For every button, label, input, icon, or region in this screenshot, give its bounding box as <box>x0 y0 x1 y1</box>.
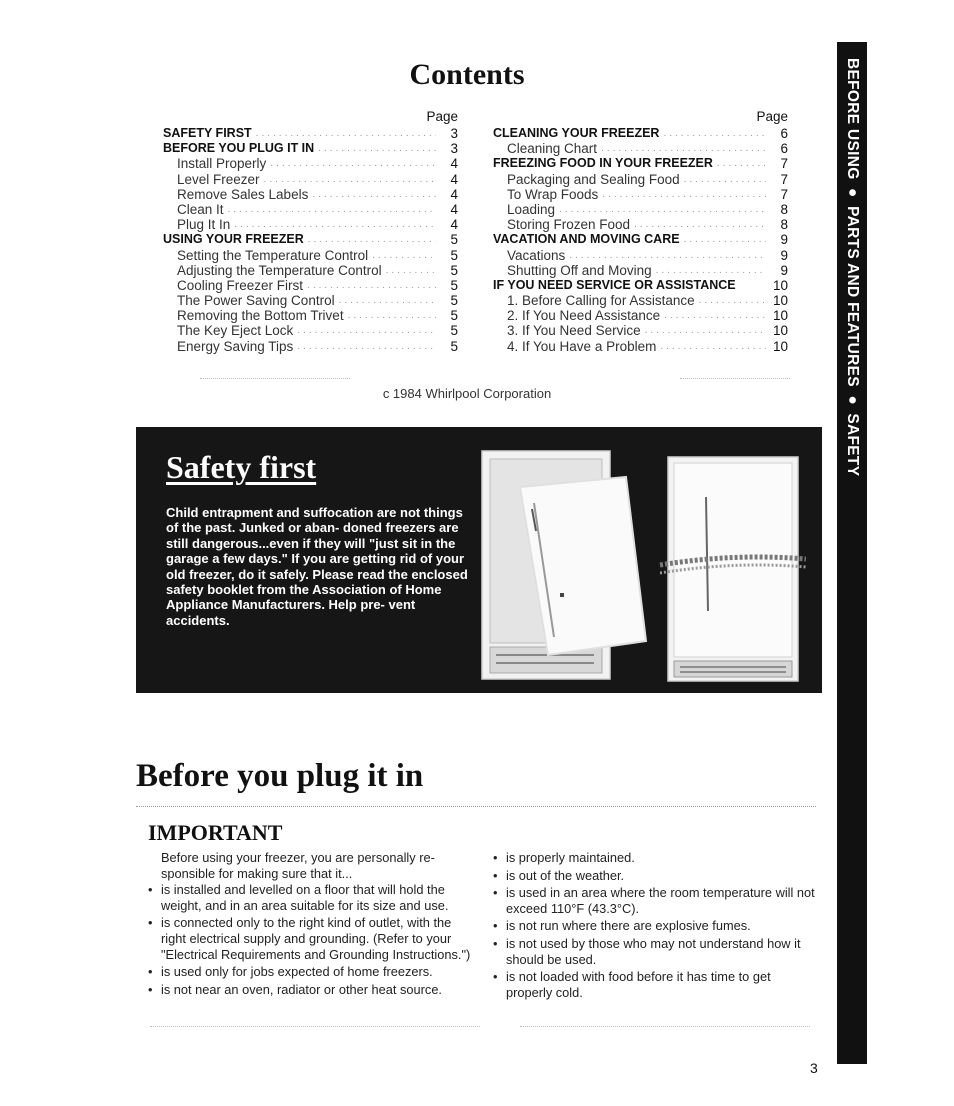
toc-entry-label: Clean It <box>177 201 224 217</box>
toc-entry-label: Plug It In <box>177 217 231 233</box>
toc-entry <box>493 278 788 293</box>
toc-entry-label: Setting the Temperature Control <box>177 247 369 263</box>
important-bullet: • is used in an area where the room temperature will not exceed 110°F (43.3°C). <box>493 885 815 916</box>
toc-leader-dots <box>368 248 436 263</box>
toc-entry-page: 5 <box>450 247 458 263</box>
toc-entry-label: The Key Eject Lock <box>177 323 294 339</box>
toc-entry <box>163 217 458 232</box>
side-tab <box>837 42 867 1064</box>
toc-entry-page: 10 <box>772 308 788 324</box>
important-bullet: • is not near an oven, radiator or other heat source. <box>148 982 478 998</box>
toc-entry-label: VACATION AND MOVING CARE <box>493 232 680 247</box>
toc-entry <box>163 263 458 278</box>
toc-page-header: Page <box>426 109 458 124</box>
important-bullet: • is installed and levelled on a floor that will hold the weight, and in an area suitable for its size and use. <box>148 882 478 913</box>
toc-entry <box>163 156 458 171</box>
toc-leader-dots <box>656 339 766 354</box>
toc-leader-dots <box>652 263 766 278</box>
toc-leader-dots <box>680 232 766 247</box>
toc-entry-page: 7 <box>780 171 788 187</box>
toc-leader-dots <box>230 217 436 232</box>
toc-entry <box>493 232 788 247</box>
toc-entry <box>163 141 458 156</box>
toc-entry <box>493 323 788 338</box>
toc-entry-label: The Power Saving Control <box>177 293 335 309</box>
toc-entry-page: 5 <box>450 262 458 278</box>
important-bullet: • is out of the weather. <box>493 868 815 884</box>
toc-entry-label: USING YOUR FREEZER <box>163 232 304 247</box>
toc-entry-label: FREEZING FOOD IN YOUR FREEZER <box>493 156 713 171</box>
toc-entry-page: 10 <box>772 293 788 309</box>
toc-entry <box>493 308 788 323</box>
toc-entry-page: 4 <box>450 171 458 187</box>
toc-entry <box>493 293 788 308</box>
toc-leader-dots <box>680 172 766 187</box>
toc-entry-page: 9 <box>780 262 788 278</box>
toc-entry-label: Storing Frozen Food <box>507 217 631 233</box>
toc-entry-page: 5 <box>450 232 458 248</box>
toc-entry <box>163 172 458 187</box>
toc-entry-page: 10 <box>772 323 788 339</box>
toc-right-column <box>493 108 788 354</box>
toc-entry-page: 4 <box>450 186 458 202</box>
toc-entry-label: 1. Before Calling for Assistance <box>507 293 695 309</box>
toc-entry-page: 3 <box>450 141 458 157</box>
toc-entry <box>493 156 788 171</box>
toc-leader-dots <box>598 187 766 202</box>
toc-leader-dots <box>659 126 766 141</box>
toc-leader-dots <box>252 126 436 141</box>
toc-entry <box>493 141 788 156</box>
toc-leader-dots <box>713 156 766 171</box>
toc-entry <box>163 232 458 247</box>
toc-entry <box>493 172 788 187</box>
toc-entry-label: IF YOU NEED SERVICE OR ASSISTANCE <box>493 277 736 292</box>
toc-left-rows <box>163 126 458 354</box>
toc-entry-label: Cooling Freezer First <box>177 277 304 293</box>
toc-entry-page: 6 <box>780 126 788 141</box>
toc-entry-label: Remove Sales Labels <box>177 186 309 202</box>
toc-entry-page: 5 <box>450 277 458 293</box>
toc-entry-label: Shutting Off and Moving <box>507 262 652 278</box>
toc-leader-dots <box>630 217 766 232</box>
toc-leader-dots <box>303 278 436 293</box>
toc-entry-label: SAFETY FIRST <box>163 126 252 140</box>
contents-title: Contents <box>409 58 525 91</box>
toc-entry-page: 8 <box>780 217 788 233</box>
important-bullet: • is not run where there are explosive fumes. <box>493 918 815 934</box>
toc-leader-dots <box>304 232 436 247</box>
page-number: 3 <box>810 1060 818 1076</box>
safety-first-body: Child entrapment and suffocation are not things of the past. Junked or aban- doned freezers are still dangerous...even if they will "just sit in the garage a few days." If you are getting rid of your old freezer, do it safely. Please read the enclosed safety booklet from the Association of Home Appliance Manufacturers. Help pre- vent accidents. <box>166 505 468 628</box>
toc-entry-label: To Wrap Foods <box>507 186 599 202</box>
toc-leader-dots <box>224 202 436 217</box>
toc-entry-page: 4 <box>450 201 458 217</box>
section-rule <box>136 806 816 807</box>
freezer-illustration <box>476 441 806 689</box>
toc-leader-dots <box>308 187 436 202</box>
toc-entry <box>163 278 458 293</box>
toc-entry-label: Removing the Bottom Trivet <box>177 308 344 324</box>
toc-entry-page: 9 <box>780 232 788 248</box>
toc-entry-label: Install Properly <box>177 156 267 172</box>
toc-right-rows <box>493 126 788 354</box>
toc-leader-dots <box>293 339 436 354</box>
toc-entry-page: 10 <box>772 277 788 293</box>
safety-first-panel <box>136 427 822 693</box>
toc-entry <box>163 187 458 202</box>
toc-entry-page: 5 <box>450 293 458 309</box>
toc-leader-dots <box>293 323 436 338</box>
toc-entry-label: Cleaning Chart <box>507 141 598 157</box>
safety-first-title: Safety first <box>166 449 317 485</box>
scan-speck <box>200 378 350 380</box>
toc-entry-label: CLEANING YOUR FREEZER <box>493 126 660 140</box>
toc-entry <box>163 202 458 217</box>
toc-leader-dots <box>344 308 436 323</box>
toc-entry <box>493 217 788 232</box>
toc-left-column <box>163 108 458 354</box>
copyright: c 1984 Whirlpool Corporation <box>382 386 552 401</box>
toc-entry-label: Level Freezer <box>177 171 260 187</box>
important-bullet: • is connected only to the right kind of outlet, with the right electrical supply and grounding. (Refer to your "Electrical Requirements and Grounding Instructions.") <box>148 915 478 962</box>
important-left-column <box>148 850 478 999</box>
toc-entry-page: 5 <box>450 338 458 354</box>
toc-entry <box>493 248 788 263</box>
important-bullet: • is not loaded with food before it has time to get properly cold. <box>493 969 815 1000</box>
toc-leader-dots <box>565 248 766 263</box>
toc-entry-label: Energy Saving Tips <box>177 338 294 354</box>
toc-entry-label: Loading <box>507 201 556 217</box>
toc-entry <box>493 202 788 217</box>
toc-entry <box>163 293 458 308</box>
toc-entry <box>493 339 788 354</box>
important-bullet: • is properly maintained. <box>493 850 815 866</box>
toc-entry <box>163 339 458 354</box>
toc-leader-dots <box>597 141 766 156</box>
toc-entry-label: Vacations <box>507 247 566 263</box>
important-bullet: • is not used by those who may not understand how it should be used. <box>493 936 815 967</box>
toc-leader-dots <box>335 293 436 308</box>
toc-entry-page: 7 <box>780 156 788 172</box>
toc-page-header: Page <box>756 109 788 124</box>
toc-leader-dots <box>382 263 436 278</box>
toc-entry-label: 2. If You Need Assistance <box>507 308 661 324</box>
toc-entry-label: 3. If You Need Service <box>507 323 641 339</box>
toc-entry-page: 7 <box>780 186 788 202</box>
toc-leader-dots <box>660 308 766 323</box>
toc-entry-page: 10 <box>772 338 788 354</box>
toc-entry-page: 5 <box>450 323 458 339</box>
toc-entry <box>493 187 788 202</box>
toc-leader-dots <box>314 141 436 156</box>
toc-entry-page: 9 <box>780 247 788 263</box>
toc-entry <box>163 308 458 323</box>
toc-leader-dots <box>641 323 766 338</box>
toc-entry <box>163 248 458 263</box>
toc-entry-page: 3 <box>450 126 458 141</box>
important-bullet: • is used only for jobs expected of home freezers. <box>148 964 478 980</box>
important-intro: Before using your freezer, you are personally re- sponsible for making sure that it... <box>161 850 435 881</box>
side-tab-label: BEFORE USING ● PARTS AND FEATURES ● SAFETY <box>844 58 861 477</box>
scan-speck <box>150 1026 480 1028</box>
toc-leader-dots <box>260 172 436 187</box>
toc-entry <box>493 263 788 278</box>
toc-entry <box>163 323 458 338</box>
toc-entry <box>493 126 788 141</box>
toc-leader-dots <box>266 156 436 171</box>
toc-entry-label: 4. If You Have a Problem <box>507 338 657 354</box>
before-you-plug-it-in-title: Before you plug it in <box>136 758 424 794</box>
toc-leader-dots <box>555 202 766 217</box>
toc-entry-page: 4 <box>450 156 458 172</box>
important-right-column <box>493 850 815 1002</box>
important-heading: IMPORTANT <box>148 820 283 845</box>
toc-entry-label: BEFORE YOU PLUG IT IN <box>163 141 315 156</box>
toc-entry-label: Packaging and Sealing Food <box>507 171 680 187</box>
scan-speck <box>520 1026 810 1028</box>
toc-entry <box>163 126 458 141</box>
toc-leader-dots <box>695 293 766 308</box>
toc-entry-page: 6 <box>780 141 788 157</box>
toc-entry-page: 4 <box>450 217 458 233</box>
toc-entry-page: 8 <box>780 201 788 217</box>
toc-entry-label: Adjusting the Temperature Control <box>177 262 382 278</box>
scan-speck <box>680 378 790 380</box>
toc-entry-page: 5 <box>450 308 458 324</box>
